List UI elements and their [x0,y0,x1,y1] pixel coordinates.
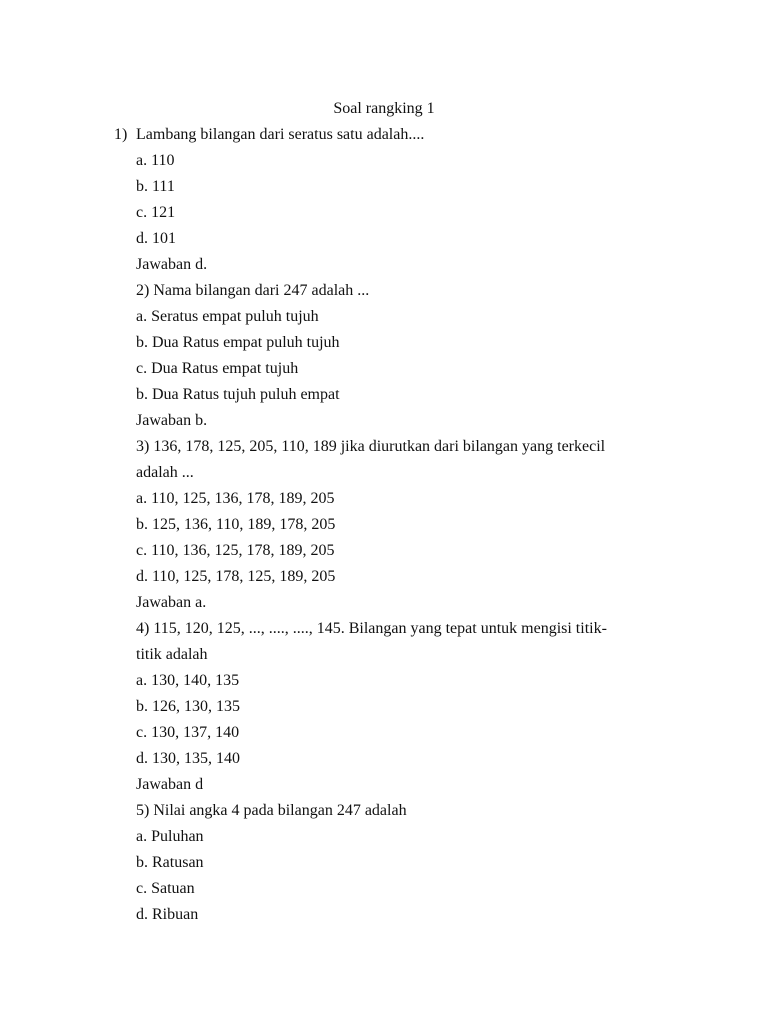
question-3-text-line-1: 3) 136, 178, 125, 205, 110, 189 jika diurutkan dari bilangan yang terkecil [136,438,606,455]
question-4-answer: Jawaban d [136,776,204,793]
question-4-option-c: c. 130, 137, 140 [136,724,240,741]
question-1 [114,122,674,148]
question-4-option-a: a. 130, 140, 135 [136,672,240,689]
question-5-option-c: c. Satuan [136,880,195,897]
question-3-option-c: c. 110, 136, 125, 178, 189, 205 [136,542,335,559]
question-3-option-a: a. 110, 125, 136, 178, 189, 205 [136,490,335,507]
question-1-text: Lambang bilangan dari seratus satu adalah.... [136,126,425,143]
question-list [114,122,674,928]
question-1-option-b: b. 111 [136,178,175,195]
question-2-option-b: b. Dua Ratus empat puluh tujuh [136,334,340,351]
question-4-option-b: b. 126, 130, 135 [136,698,240,715]
question-1-answer: Jawaban d. [136,256,208,273]
question-2-option-a: a. Seratus empat puluh tujuh [136,308,319,325]
question-4-text-line-2: titik adalah [136,646,208,663]
question-5-option-a: a. Puluhan [136,828,204,845]
question-4-text-line-1: 4) 115, 120, 125, ..., ...., ...., 145. Bilangan yang tepat untuk mengisi titik- [136,620,607,637]
question-3-option-b: b. 125, 136, 110, 189, 178, 205 [136,516,336,533]
question-3-answer: Jawaban a. [136,594,207,611]
question-2-option-d: b. Dua Ratus tujuh puluh empat [136,386,340,403]
question-1-option-c: c. 121 [136,204,176,221]
question-3-option-d: d. 110, 125, 178, 125, 189, 205 [136,568,336,585]
question-3-text-line-2: adalah ... [136,464,194,481]
document-title: Soal rangking 1 [333,100,435,117]
question-1-option-a: a. 110 [136,152,175,169]
question-5-option-b: b. Ratusan [136,854,204,871]
question-4-option-d: d. 130, 135, 140 [136,750,240,767]
question-2-text: 2) Nama bilangan dari 247 adalah ... [136,282,370,299]
question-5-text: 5) Nilai angka 4 pada bilangan 247 adalah [136,802,407,819]
question-2-answer: Jawaban b. [136,412,208,429]
question-1-body [114,148,674,928]
question-5-option-d: d. Ribuan [136,906,199,923]
question-2-option-c: c. Dua Ratus empat tujuh [136,360,299,377]
question-1-option-d: d. 101 [136,230,176,247]
question-1-number: 1) [114,126,128,143]
